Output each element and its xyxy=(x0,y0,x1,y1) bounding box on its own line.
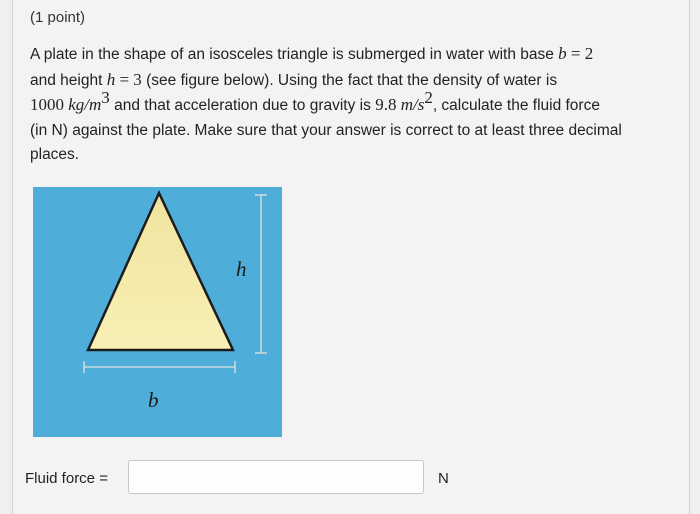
density-exponent: 3 xyxy=(101,88,110,107)
problem-text-7: places. xyxy=(30,146,80,163)
var-h: h xyxy=(106,69,116,89)
problem-text xyxy=(30,42,660,168)
problem-text-6: (in N) against the plate. Make sure that your answer is correct to at least three decimal xyxy=(30,121,622,139)
problem-text-3: (see figure below). Using the fact that the density of water is xyxy=(141,71,558,89)
problem-text-5: , calculate the fluid force xyxy=(432,97,600,114)
gravity-exponent: 2 xyxy=(424,88,433,107)
density-value: 1000 xyxy=(30,95,69,114)
triangle-figure xyxy=(33,187,282,437)
height-label: h xyxy=(236,257,247,281)
unit-label: N xyxy=(438,470,449,487)
triangle-plate xyxy=(88,193,233,350)
eq-h: = 3 xyxy=(115,69,142,89)
gravity-unit: m/s xyxy=(400,95,425,114)
points-label: (1 point) xyxy=(30,9,86,26)
base-label: b xyxy=(148,388,159,412)
fluid-force-input[interactable] xyxy=(128,460,424,494)
density-unit: kg/m xyxy=(68,95,102,114)
gravity-value: 9.8 xyxy=(375,95,401,114)
fluid-force-label: Fluid force = xyxy=(25,470,108,487)
problem-text-1: A plate in the shape of an isosceles triangle is submerged in water with base xyxy=(30,46,559,63)
problem-text-2: and height xyxy=(30,71,107,89)
problem-text-4: and that acceleration due to gravity is xyxy=(109,97,376,114)
var-b: b xyxy=(558,44,567,63)
eq-b: = 2 xyxy=(566,44,594,63)
triangle-diagram xyxy=(33,187,282,437)
